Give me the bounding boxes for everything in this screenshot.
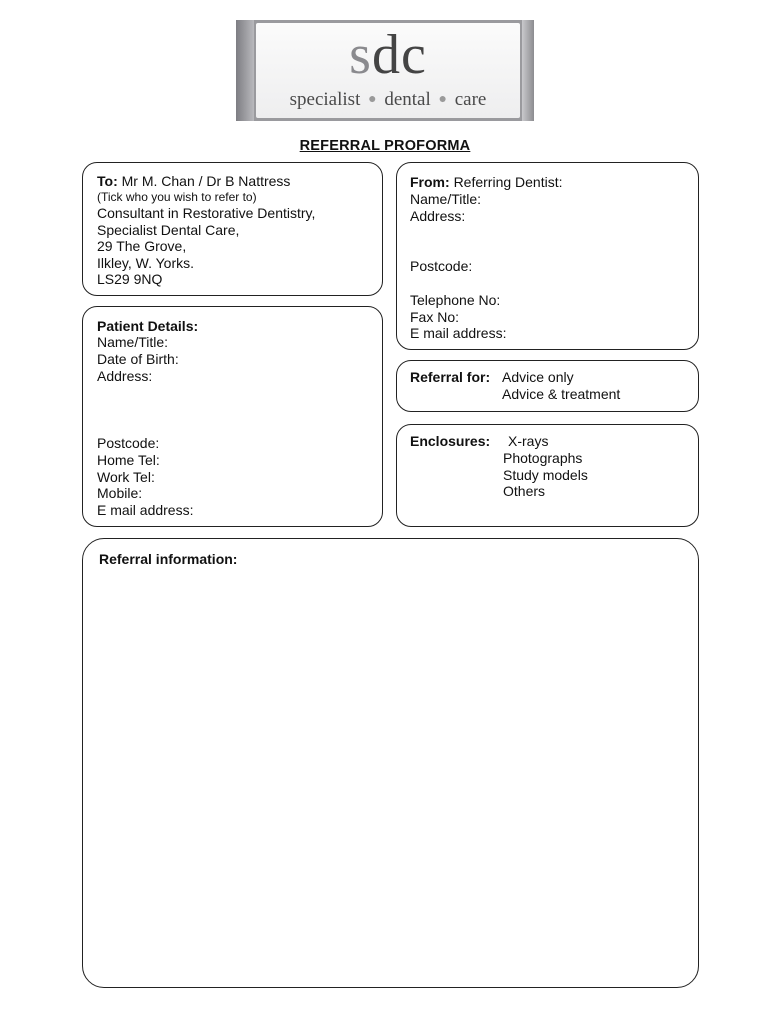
logo-right-edge: [522, 20, 534, 121]
bullet-icon: ●: [438, 92, 447, 107]
to-box: [82, 162, 383, 296]
enclosure-item-others[interactable]: Others: [503, 483, 546, 499]
enclosure-item-xrays[interactable]: X-rays: [508, 433, 549, 449]
patient-name-title-field[interactable]: Name/Title:: [97, 334, 169, 350]
page-title: REFERRAL PROFORMA: [299, 138, 471, 154]
sdc-logo: [236, 20, 534, 121]
enclosures-box: [396, 424, 699, 527]
referral-for-box: [396, 360, 699, 412]
logo-tag-care: care: [454, 89, 487, 110]
to-address-line: 29 The Grove,: [97, 238, 187, 254]
from-telephone-field[interactable]: Telephone No:: [410, 292, 501, 308]
enclosure-item-study-models[interactable]: Study models: [503, 467, 588, 483]
logo-mark-dc: dc: [371, 24, 427, 86]
to-address-line: LS29 9NQ: [97, 271, 163, 287]
from-address-field[interactable]: Address:: [410, 208, 466, 224]
referral-for-label: Referral for:: [410, 369, 491, 385]
to-address-line: Consultant in Restorative Dentistry,: [97, 205, 316, 221]
to-address-line: Specialist Dental Care,: [97, 221, 240, 238]
patient-email-field[interactable]: E mail address:: [97, 502, 194, 518]
patient-details-heading: Patient Details:: [97, 318, 199, 334]
patient-postcode-field[interactable]: Postcode:: [97, 435, 160, 451]
from-box: [396, 162, 699, 350]
logo-panel: [256, 23, 520, 118]
referral-information-box[interactable]: [82, 538, 699, 988]
referral-option-advice-only[interactable]: Advice only: [502, 369, 574, 385]
patient-work-tel-field[interactable]: Work Tel:: [97, 469, 155, 485]
from-name-title-field[interactable]: Name/Title:: [410, 191, 482, 207]
from-line: [410, 174, 563, 191]
logo-mark-s: s: [349, 24, 372, 86]
patient-dob-field[interactable]: Date of Birth:: [97, 351, 179, 367]
to-label: To:: [97, 173, 118, 189]
logo-tag-dental: dental: [384, 89, 431, 110]
logo-tagline: [256, 89, 520, 111]
referral-information-heading: Referral information:: [99, 551, 238, 567]
from-label: From:: [410, 174, 450, 190]
enclosure-item-photographs[interactable]: Photographs: [503, 450, 583, 466]
bullet-icon: ●: [368, 92, 377, 107]
to-address-line: Ilkley, W. Yorks.: [97, 254, 194, 271]
referral-option-advice-treatment[interactable]: Advice & treatment: [502, 386, 621, 402]
from-value: Referring Dentist:: [453, 174, 563, 190]
patient-home-tel-field[interactable]: Home Tel:: [97, 452, 160, 468]
patient-address-field[interactable]: Address:: [97, 368, 153, 384]
to-note: (Tick who you wish to refer to): [97, 190, 257, 204]
from-fax-field[interactable]: Fax No:: [410, 309, 460, 325]
patient-details-box: [82, 306, 383, 527]
to-names[interactable]: Mr M. Chan / Dr B Nattress: [121, 173, 291, 189]
logo-left-edge: [236, 20, 254, 121]
patient-mobile-field[interactable]: Mobile:: [97, 485, 143, 501]
enclosures-label: Enclosures:: [410, 433, 491, 449]
from-postcode-field[interactable]: Postcode:: [410, 258, 473, 274]
logo-wordmark: [256, 24, 520, 86]
from-email-field[interactable]: E mail address:: [410, 325, 507, 341]
to-line: [97, 173, 290, 190]
logo-tag-specialist: specialist: [289, 89, 361, 110]
